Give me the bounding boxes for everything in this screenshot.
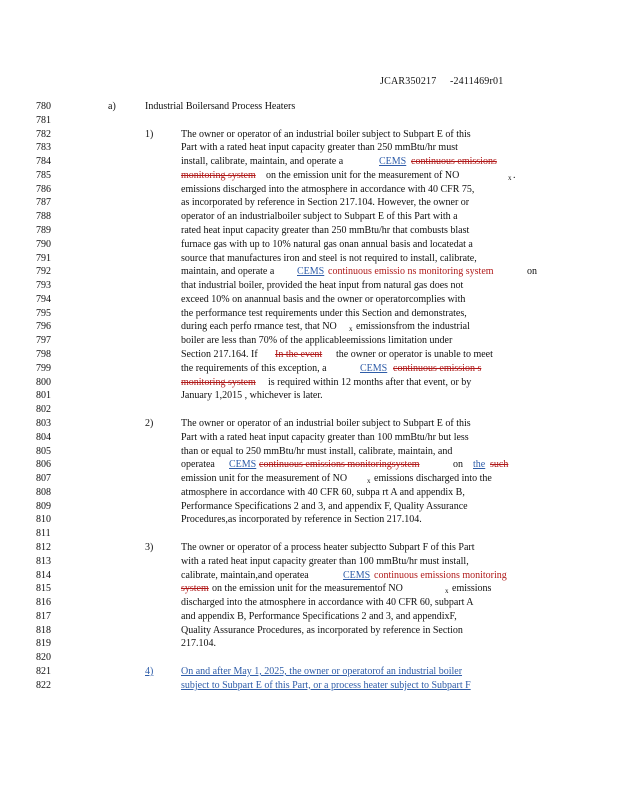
line-text: as incorporated by reference in Section 217.104. However, the owner or [181,197,470,209]
subscript-text: x [349,325,353,334]
document-line [0,279,618,292]
line-number: 813 [36,555,51,567]
line-number: 796 [36,321,51,333]
line-number: 792 [36,266,51,278]
subscript-text: x [445,587,449,596]
line-text: on [453,459,463,471]
line-number: 788 [36,211,51,223]
document-line [0,637,618,650]
line-text: The owner or operator of a process heater subjectto Subpart F of this Part [181,541,475,553]
document-line [0,610,618,623]
line-number: 822 [36,679,51,691]
line-number: 782 [36,128,51,140]
line-number: 819 [36,638,51,650]
line-number: 781 [36,114,51,126]
line-number: 820 [36,652,51,664]
document-line [0,128,618,141]
line-text: Quality Assurance Procedures, as incorporated by reference in Section [181,624,463,636]
line-text: continuous emissions monitoring [374,569,507,581]
line-number: 801 [36,390,51,402]
document-line [0,293,618,306]
deleted-text: In the event [275,349,323,361]
document-line [0,500,618,513]
line-number: 815 [36,583,51,595]
document-line [0,679,618,692]
line-number: 791 [36,252,51,264]
line-text: install, calibrate, maintain, and operate a [181,156,344,168]
line-text: with a rated heat input capacity greater than 100 mmBtu/hr must install, [181,555,469,567]
line-text: on the emission unit for the measurement of NO [266,169,460,181]
document-line [0,183,618,196]
document-line [0,582,618,595]
line-number: 799 [36,362,51,374]
line-text: atmosphere in accordance with 40 CFR 60, subpa rt A and appendix B, [181,486,465,498]
deleted-text: system [181,583,209,595]
line-number: 794 [36,293,51,305]
line-number: 821 [36,665,51,677]
deleted-text: such [490,459,509,471]
line-text: is required within 12 months after that event, or by [268,376,472,388]
document-line [0,334,618,347]
line-text: operator of an industrialboiler subject to Subpart E of this Part with a [181,211,458,223]
line-number: 804 [36,431,51,443]
line-text: Procedures,as incorporated by reference in Section 217.104. [181,514,422,526]
line-number: 808 [36,486,51,498]
line-text: boiler are less than 70% of the applicableemissions limitation under [181,335,453,347]
document-line [0,210,618,223]
line-text: Industrial Boilersand Process Heaters [145,101,296,112]
line-number: 812 [36,541,51,553]
line-text: emissions [452,583,492,595]
line-number: 793 [36,280,51,292]
document-line [0,541,618,554]
line-number: 814 [36,569,51,581]
line-text: 2) [145,417,154,429]
line-text: operatea [181,459,215,471]
document-line [0,224,618,237]
line-text: the requirements of this exception, a [181,362,327,374]
line-text: furnace gas with up to 10% natural gas onan annual basis and locatedat a [181,238,473,250]
line-text: during each perfo rmance test, that NO [181,321,337,333]
line-number: 797 [36,335,51,347]
line-text: on [527,266,537,278]
line-text: emissions discharged into the atmosphere in accordance with 40 CFR 75, [181,183,475,195]
line-text: that industrial boiler, provided the heat input from natural gas does not [181,280,464,292]
line-number: 784 [36,156,51,168]
line-number: 803 [36,417,51,429]
line-text: calibrate, maintain,and operatea [181,569,309,581]
line-text: the performance test requirements under this Section and demonstrates, [181,307,467,319]
document-revision: -2411469r01 [449,76,504,87]
line-number: 783 [36,142,51,154]
line-text: on the emission unit for the measurementof NO [212,583,403,595]
line-text: Part with a rated heat input capacity greater than 100 mmBtu/hr but less [181,431,469,443]
document-line [0,555,618,568]
line-text: a) [108,101,116,112]
inserted-text: CEMS [379,156,407,168]
line-text: emissionsfrom the industrial [356,321,470,333]
document-line [0,472,618,485]
line-number: 780 [36,101,51,112]
document-line [0,196,618,209]
line-text: discharged into the atmosphere in accordance with 40 CFR 60, subpart A [181,597,474,609]
line-number: 811 [36,528,51,540]
line-text: January 1,2015 , whichever is later. [181,390,323,402]
document-line [0,307,618,320]
line-text: The owner or operator of an industrial boiler subject to Subpart E of this [181,417,471,429]
line-text: the owner or operator is unable to meet [336,349,493,361]
document-line [0,389,618,402]
document-line [0,569,618,582]
subscript-text: x [367,477,371,486]
document-id: JCAR350217 [380,76,437,87]
deleted-text: monitoring system [181,169,256,181]
document-header [380,76,503,87]
inserted-text: the [473,459,486,471]
line-number: 805 [36,445,51,457]
line-number: 816 [36,597,51,609]
document-line [0,155,618,168]
line-text: Performance Specifications 2 and 3, and appendix F, Quality Assurance [181,500,468,512]
document-line [0,114,618,127]
inserted-text: CEMS [297,266,325,278]
deleted-text: monitoring system [181,376,256,388]
line-text: maintain, and operate a [181,266,275,278]
document-line [0,651,618,664]
deleted-text: continuous emission s [393,362,482,374]
line-text: 3) [145,541,154,553]
line-text: exceed 10% on anannual basis and the owner or operatorcomplies with [181,293,466,305]
line-number: 789 [36,225,51,237]
document-line [0,445,618,458]
document-line [0,596,618,609]
inserted-text: 4) [145,665,154,677]
line-text: emissions discharged into the [374,473,492,485]
document-line [0,141,618,154]
line-text: . [513,169,516,181]
line-text: Part with a rated heat input capacity greater than 250 mmBtu/hr must [181,142,458,154]
line-number: 785 [36,169,51,181]
document-line [0,238,618,251]
line-number: 806 [36,459,51,471]
line-number: 807 [36,473,51,485]
document-line [0,417,618,430]
line-text: emission unit for the measurement of NO [181,473,348,485]
document-line [0,265,618,278]
inserted-text: subject to Subpart E of this Part, or a process heater subject to Subpart F [181,679,471,691]
deleted-text: continuous emissions monitoringsystem [259,459,420,471]
line-text: The owner or operator of an industrial boiler subject to Subpart E of this [181,128,471,140]
line-number: 795 [36,307,51,319]
inserted-text: CEMS [343,569,371,581]
line-text: Section 217.164. If [181,349,258,361]
document-line [0,169,618,182]
document-line [0,513,618,526]
document-line [0,665,618,678]
line-text: continuous emissio ns monitoring system [328,266,494,278]
document-line [0,486,618,499]
line-text: 217.104. [181,638,216,650]
line-number: 787 [36,197,51,209]
document-line [0,320,618,333]
line-number: 818 [36,624,51,636]
document-line [0,348,618,361]
line-number: 817 [36,610,51,622]
line-text: than or equal to 250 mmBtu/hr must install, calibrate, maintain, and [181,445,453,457]
line-text: source that manufactures iron and steel is not required to install, calibrate, [181,252,477,264]
line-number: 786 [36,183,51,195]
document-line [0,527,618,540]
line-text: 1) [145,128,154,140]
document-line [0,431,618,444]
inserted-text: CEMS [229,459,257,471]
document-line [0,362,618,375]
line-number: 810 [36,514,51,526]
document-line [0,624,618,637]
line-number: 800 [36,376,51,388]
document-line [0,252,618,265]
line-text: rated heat input capacity greater than 250 mmBtu/hr that combusts blast [181,225,470,237]
document-line [0,376,618,389]
deleted-text: continuous emissions [411,156,497,168]
inserted-text: On and after May 1, 2025, the owner or operatorof an industrial boiler [181,665,463,677]
line-text: and appendix B, Performance Specifications 2 and 3, and appendixF, [181,610,457,622]
document-line [0,458,618,471]
line-number: 798 [36,349,51,361]
line-number: 790 [36,238,51,250]
subscript-text: x [508,173,512,182]
line-number: 802 [36,404,51,416]
line-number: 809 [36,500,51,512]
document-line [0,403,618,416]
inserted-text: CEMS [360,362,388,374]
document-line [0,100,618,113]
